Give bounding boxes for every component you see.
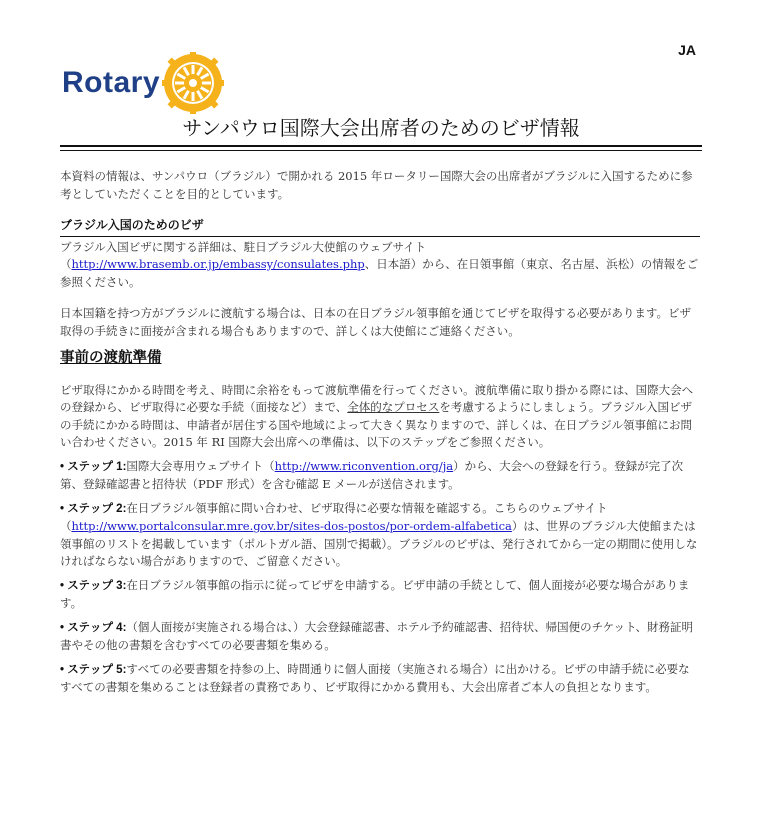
visa-text-b: 、日本語）から、在日領事館（東京、名古屋、浜松）の情報をご参照ください。 [60, 257, 699, 289]
document-body [60, 168, 700, 697]
preparation-paragraph [60, 382, 700, 452]
step-5-text: すべての必要書類を持参の上、時間通りに個人面接（実施される場合）に出かける。ビザの申請手続に必要なすべての書類を集めることは登録者の責務であり、ビザ取得にかかる費用も、大会出席者ご本人の負担となります。 [60, 661, 690, 694]
rotary-logo [62, 52, 224, 114]
step-4 [60, 619, 700, 655]
step-2-text-a: 在日ブラジル領事館に問い合わせ、ビザ取得に必要な情報を確認する。こちらのウェブサイト（ [60, 500, 608, 533]
section-heading-visa: ブラジル入国のためのビザ [60, 217, 700, 237]
section-heading-preparation: 事前の渡航準備 [60, 350, 162, 366]
title-rule-thin [60, 150, 702, 151]
step-2 [60, 500, 700, 571]
visa-paragraph-1 [60, 239, 700, 292]
step-1-label: • ステップ 1: [60, 460, 127, 473]
visa-text-a: ブラジル入国ビザに関する詳細は、駐日ブラジル大使館のウェブサイト [60, 239, 427, 254]
step-1-text-a: 国際大会専用ウェブサイト（ [126, 458, 275, 473]
step-1 [60, 458, 700, 494]
step-3-text: 在日ブラジル領事館の指示に従ってビザを申請する。ビザ申請の手続として、個人面接が必要な場合があります。 [60, 577, 690, 610]
embassy-link[interactable]: http://www.brasemb.or.jp/embassy/consulates.php [71, 257, 365, 271]
step-5-label: • ステップ 5: [60, 663, 127, 676]
rotary-wheel-icon [162, 52, 224, 114]
portalconsular-link[interactable]: http://www.portalconsular.mre.gov.br/sites-dos-postos/por-ordem-alfabetica [71, 519, 512, 533]
prep-text-b: を考慮するようにしましょう。ブラジル入国ビザの手続にかかる時間は、申請者が居住する国や地域によって大きく異なりますので、詳しくは、在日ブラジル領事館にお問い合わせください。2015 年 RI 国際大会出席への準備は、以下のステップをご参照ください。 [60, 400, 692, 449]
step-1-text-b: ）から、大会への登録を行う。登録が完了次第、登録確認書と招待状（PDF 形式）を含む確認 E メールが送信されます。 [60, 458, 684, 491]
intro-paragraph: 本資料の情報は、サンパウロ（ブラジル）で開かれる 2015 年ロータリー国際大会の出席者がブラジルに入国するために参考としていただくことを目的としています。 [60, 169, 693, 201]
prep-underlined-text: 全体的なプロセス [347, 400, 440, 414]
step-5 [60, 661, 700, 697]
step-3-label: • ステップ 3: [60, 579, 127, 592]
step-4-text: （個人面接が実施される場合は、）大会登録確認書、ホテル予約確認書、招待状、帰国便のチケット、財務証明書やその他の書類を含むすべての必要書類を集める。 [60, 619, 694, 652]
step-3 [60, 577, 700, 613]
prep-text-a: ビザ取得にかかる時間を考え、時間に余裕をもって渡航準備を行ってください。渡航準備に取り掛かる際には、国際大会への登録から、ビザ取得に必要な手続（面接など）まで、 [60, 382, 694, 414]
title-rule-thick [60, 145, 702, 147]
rotary-wordmark: Rotary [62, 66, 161, 99]
step-4-label: • ステップ 4: [60, 621, 127, 634]
language-code: JA [678, 42, 696, 58]
step-2-label: • ステップ 2: [60, 502, 127, 515]
visa-paragraph-2: 日本国籍を持つ方がブラジルに渡航する場合は、日本の在日ブラジル領事館を通じてビザを取得する必要があります。ビザ取得の手続きに面接が含まれる場合もありますので、詳しくは大使館にご連絡ください。 [60, 306, 691, 338]
step-2-text-b: ）は、世界のブラジル大使館または領事館のリストを掲載しています（ポルトガル語、国別で掲載）。ブラジルのビザは、発行されてから一定の期間に使用しなければならない場合がありますので、ご留意ください。 [60, 519, 698, 568]
visa-open-paren: （ [60, 257, 72, 271]
riconvention-link[interactable]: http://www.riconvention.org/ja [274, 458, 454, 473]
page-title: サンパウロ国際大会出席者のためのビザ情報 [182, 116, 580, 140]
